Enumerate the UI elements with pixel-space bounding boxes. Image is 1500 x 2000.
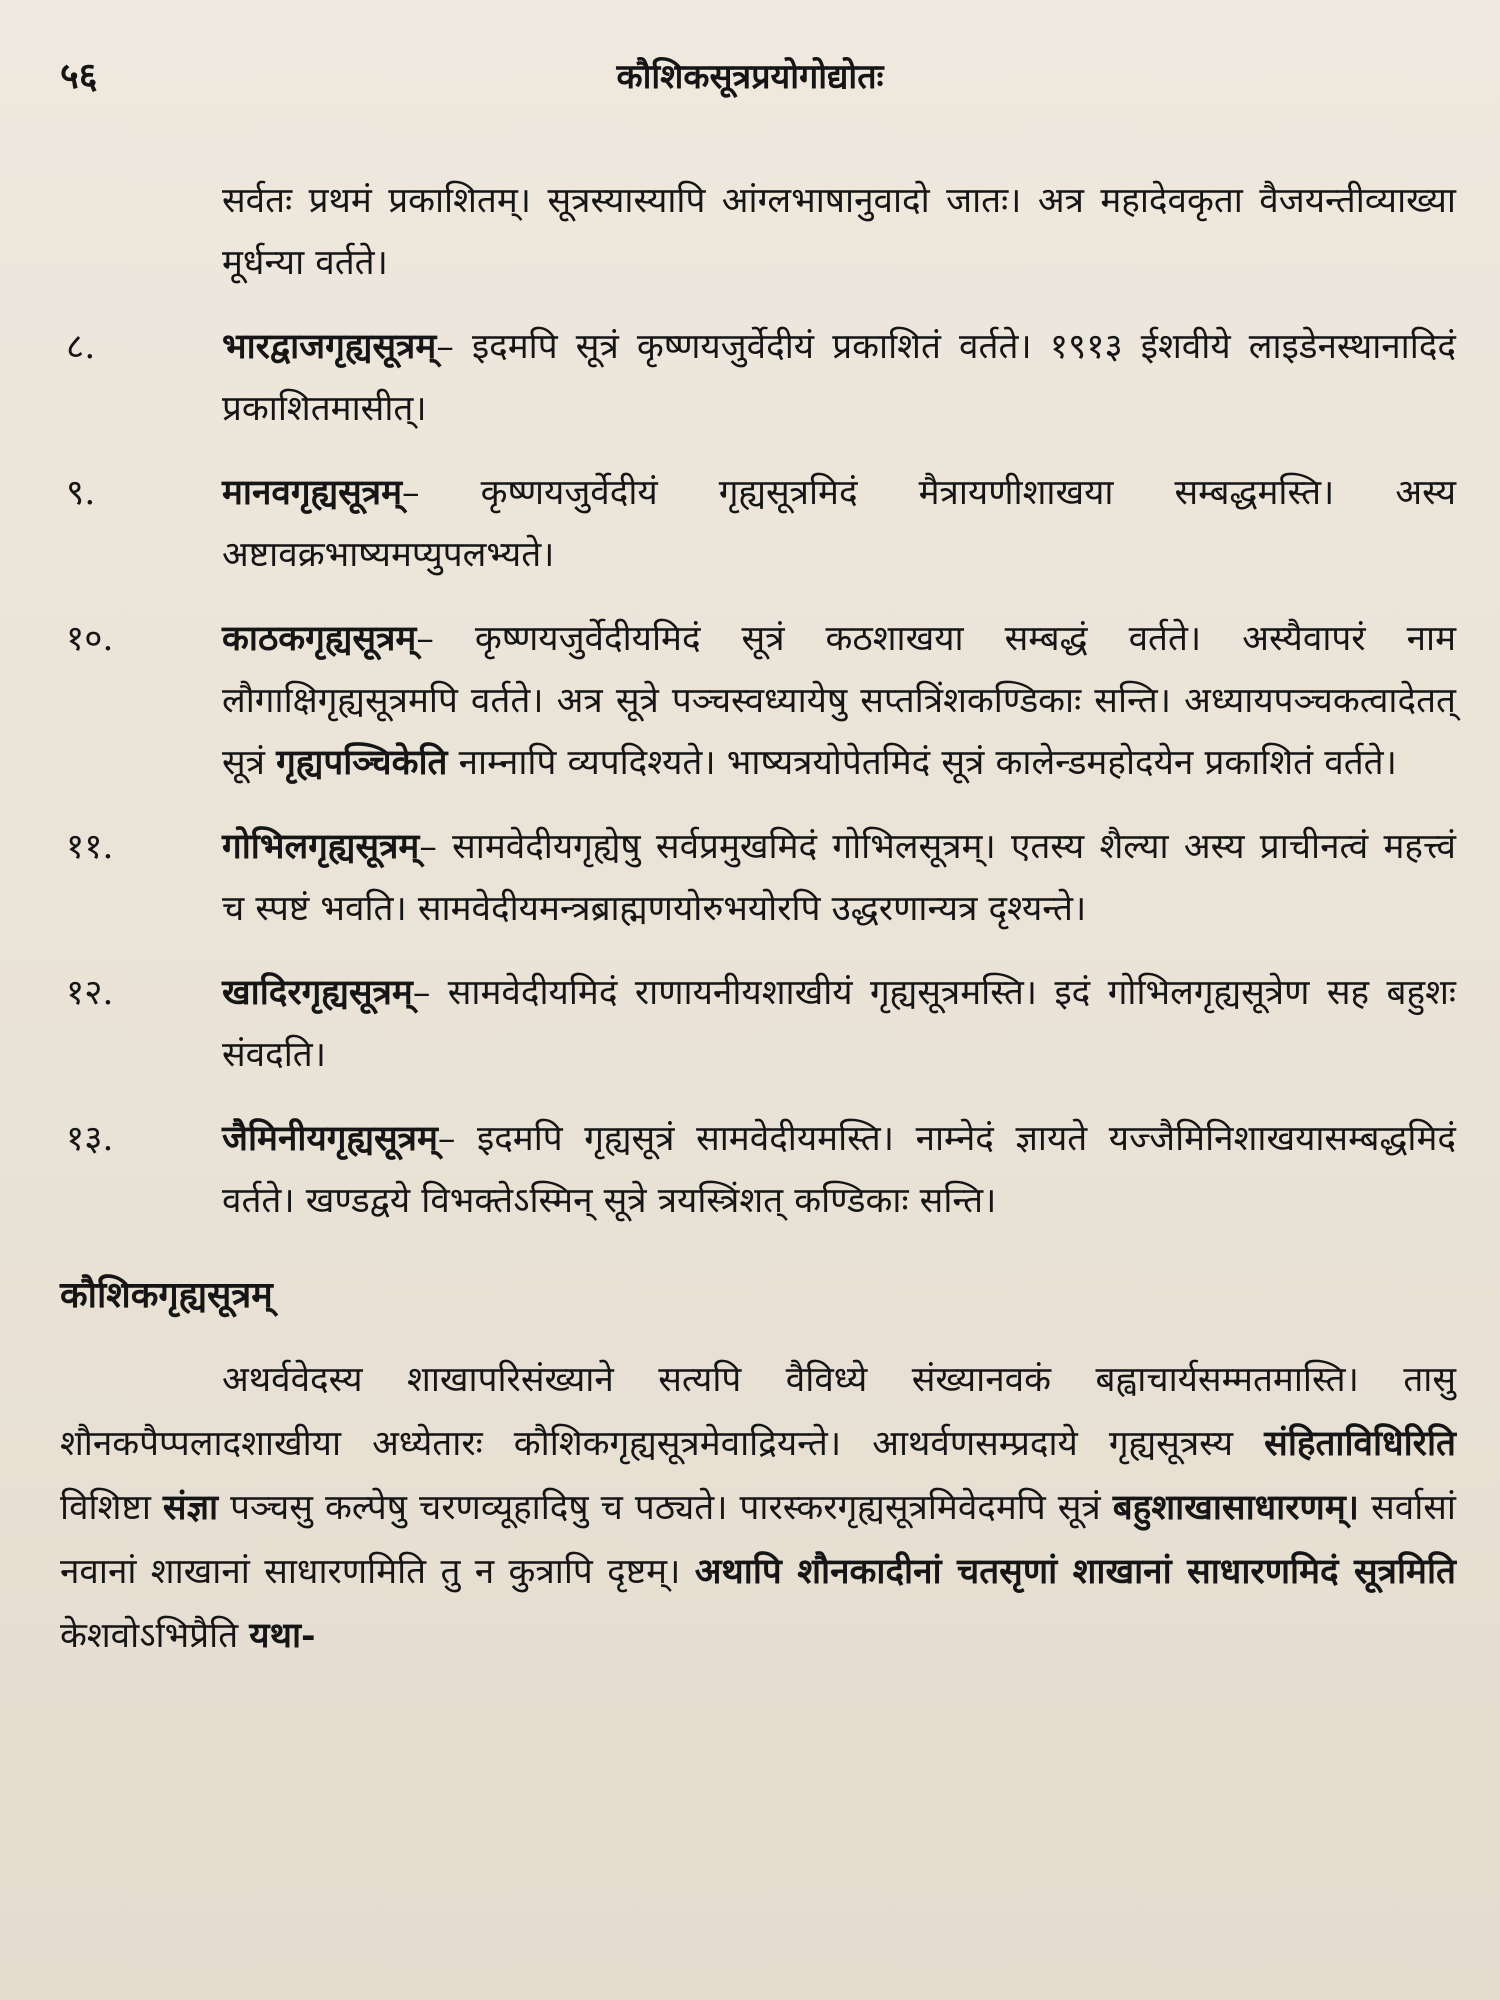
item-number: १३.: [66, 1119, 114, 1159]
item-text: – सामवेदीयगृह्येषु सर्वप्रमुखमिदं गोभिलसूत्रम्। एतस्य शैल्या अस्य प्राचीनत्वं महत्त्वं च स्पष्टं भवति। सामवेदीयमन्त्रब्राह्मणयोरुभयोरपि उद्धरणान्यत्र दृश्यन्ते।: [222, 827, 1456, 929]
list-item: [0, 462, 1500, 586]
item-number: १२.: [66, 973, 114, 1013]
item-title: भारद्वाजगृह्यसूत्रम्: [222, 326, 437, 367]
item-text: – इदमपि गृह्यसूत्रं सामवेदीयमस्ति। नाम्नेदं ज्ञायते यज्जैमिनिशाखयासम्बद्धमिदं वर्तते। खण्डद्वये विभक्तेऽस्मिन् सूत्रे त्रयस्त्रिंशत् कण्डिकाः सन्ति।: [222, 1119, 1456, 1221]
emphasis-text: बहुशाखासाधारणम्।: [1112, 1487, 1360, 1528]
item-text-continued: नाम्नापि व्यपदिश्यते। भाष्यत्रयोपेतमिदं सूत्रं कालेन्डमहोदयेन प्रकाशितं वर्तते।: [447, 743, 1397, 783]
item-emphasis: गृह्यपञ्चिकेति: [276, 742, 448, 783]
item-text: – इदमपि सूत्रं कृष्णयजुर्वेदीयं प्रकाशितं वर्तते। १९१३ ईशवीये लाइडेनस्थानादिदं प्रकाशितमासीत्।: [222, 327, 1456, 429]
list-item: [0, 608, 1500, 794]
continued-paragraph: सर्वतः प्रथमं प्रकाशितम्। सूत्रस्यास्यापि आंग्लभाषानुवादो जातः। अत्र महादेवकृता वैजयन्तीव्याख्या मूर्धन्या वर्तते।: [222, 181, 1456, 283]
emphasis-text: अथापि शौनकादीनां चतसृणां शाखानां साधारणमिदं सूत्रमिति: [694, 1551, 1456, 1592]
item-number: ८.: [66, 327, 96, 367]
page-body: [0, 170, 1500, 1668]
page-header: [0, 50, 1500, 110]
emphasis-text: यथा-: [249, 1615, 316, 1656]
item-number: ९.: [66, 473, 96, 513]
page-number: ५६: [60, 55, 98, 97]
item-text: – कृष्णयजुर्वेदीयं गृह्यसूत्रमिदं मैत्रायणीशाखया सम्बद्धमस्ति। अस्य अष्टावक्रभाष्यमप्युपलभ्यते।: [222, 473, 1456, 575]
item-number: ११.: [66, 827, 114, 867]
paragraph-text: केशवोऽभिप्रैति: [60, 1616, 250, 1656]
paragraph-text: अथर्ववेदस्य शाखापरिसंख्याने सत्यपि वैविध्ये संख्यानवकं बह्वाचार्यसम्मतमास्ति। तासु शौनकपैप्पलादशाखीया अध्येतारः कौशिकगृह्यसूत्रमेवाद्रियन्ते। आथर्वणसम्प्रदाये गृह्यसूत्रस्य: [60, 1360, 1456, 1464]
item-title: खादिरगृह्यसूत्रम्: [222, 972, 413, 1013]
item-text: – सामवेदीयमिदं राणायनीयशाखीयं गृह्यसूत्रमस्ति। इदं गोभिलगृह्यसूत्रेण सह बहुशः संवदति।: [222, 973, 1456, 1075]
item-title: गोभिलगृह्यसूत्रम्: [222, 826, 420, 867]
list-item: [0, 316, 1500, 440]
item-title: मानवगृह्यसूत्रम्: [222, 472, 403, 513]
emphasis-text: संहिताविधिरिति: [1264, 1423, 1456, 1464]
item-text: – कृष्णयजुर्वेदीयमिदं सूत्रं कठशाखया सम्बद्धं वर्तते। अस्यैवापरं नाम लौगाक्षिगृह्यसूत्रमपि वर्तते। अत्र सूत्रे पञ्चस्वध्यायेषु सप्तत्रिंशकण्डिकाः सन्ति। अध्यायपञ्चकत्वादेतत् सूत्रं: [222, 619, 1456, 783]
list-item: [0, 962, 1500, 1086]
list-item: [0, 816, 1500, 940]
section-paragraph: [60, 1348, 1456, 1668]
running-title: कौशिकसूत्रप्रयोगोद्योतः: [616, 57, 884, 97]
item-number: १०.: [66, 619, 114, 659]
list-item: [0, 1108, 1500, 1232]
item-title: जैमिनीयगृह्यसूत्रम्: [222, 1118, 438, 1159]
paragraph-text: सर्वासां नवानां शाखानां साधारणमिति तु न कुत्रापि दृष्टम्।: [60, 1488, 1456, 1592]
paragraph-text: विशिष्टा: [60, 1488, 163, 1528]
section-heading: कौशिकगृह्यसूत्रम्: [60, 1274, 273, 1316]
paragraph-text: पञ्चसु कल्पेषु चरणव्यूहादिषु च पठ्यते। पारस्करगृह्यसूत्रमिवेदमपि सूत्रं: [218, 1488, 1113, 1528]
item-title: काठकगृह्यसूत्रम्: [222, 618, 417, 659]
emphasis-text: संज्ञा: [162, 1487, 219, 1528]
